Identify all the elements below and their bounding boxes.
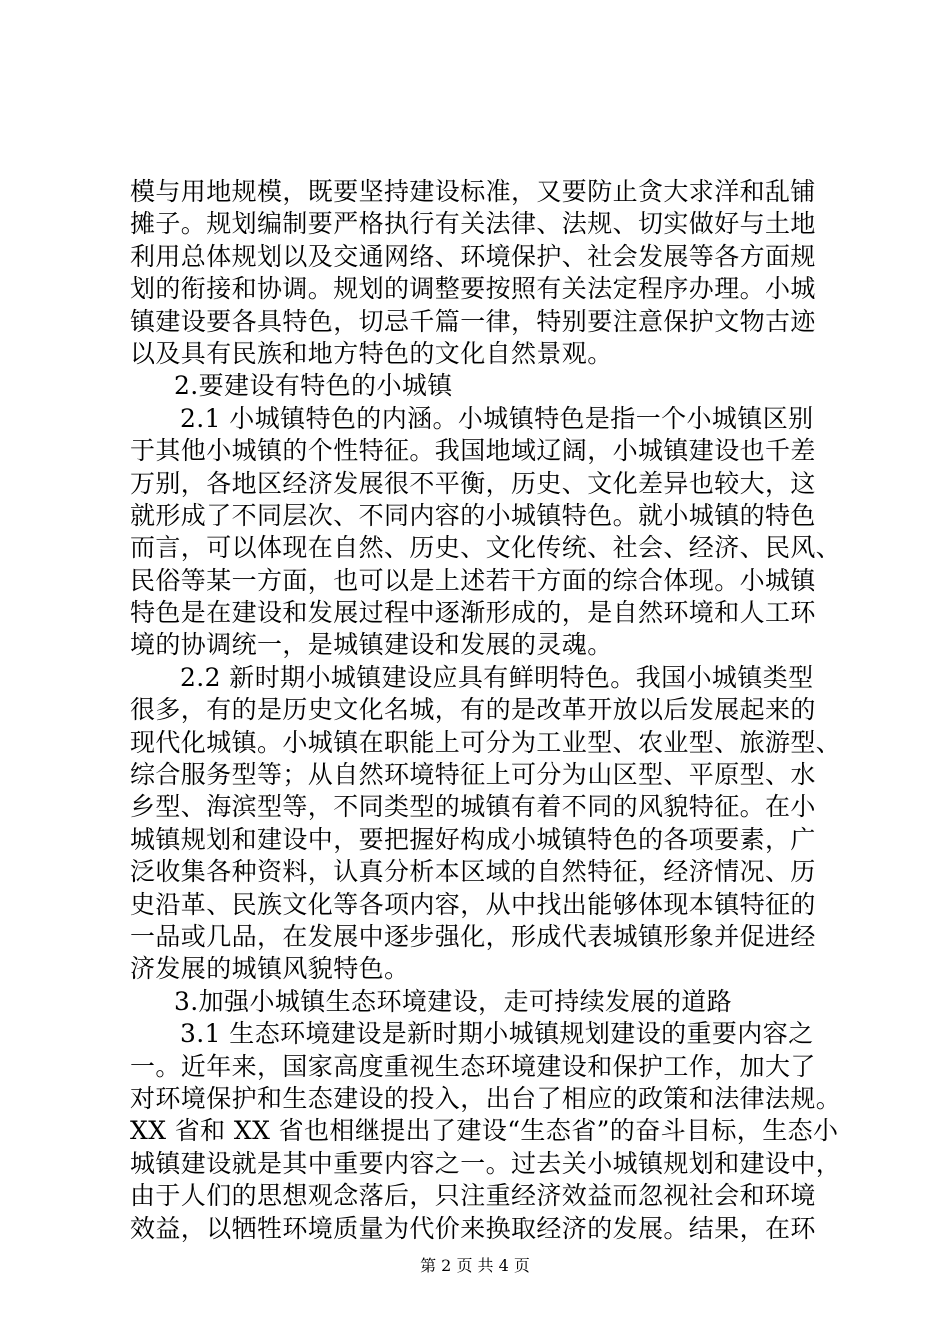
text-line: 综合服务型等；从自然环境特征上可分为山区型、平原型、水	[130, 760, 816, 790]
text-line: 泛收集各种资料，认真分析本区域的自然特征，经济情况、历	[130, 857, 816, 887]
text-line: 很多，有的是历史文化名城，有的是改革开放以后发展起来的	[130, 695, 816, 725]
text-line: XX 省和 XX 省也相继提出了建设“生态省”的奋斗目标，生态小	[130, 1116, 839, 1146]
text-line: 利用总体规划以及交通网络、环境保护、社会发展等各方面规	[130, 241, 816, 271]
text-line: 现代化城镇。小城镇在职能上可分为工业型、农业型、旅游型、	[130, 727, 842, 757]
text-line: 就形成了不同层次、不同内容的小城镇特色。就小城镇的特色	[130, 500, 816, 530]
text-line: 对环境保护和生态建设的投入，出台了相应的政策和法律法规。	[130, 1083, 842, 1113]
text-line: 而言，可以体现在自然、历史、文化传统、社会、经济、民风、	[130, 533, 842, 563]
text-line: 摊子。规划编制要严格执行有关法律、法规、切实做好与土地	[130, 209, 816, 239]
text-line: 镇建设要各具特色，切忌千篇一律，特别要注意保护文物古迹	[130, 306, 816, 336]
text-line: 城镇规划和建设中，要把握好构成小城镇特色的各项要素，广	[130, 824, 816, 854]
text-line: 效益，以牺牲环境质量为代价来换取经济的发展。结果，在环	[130, 1213, 816, 1243]
text-line: 模与用地规模，既要坚持建设标准，又要防止贪大求洋和乱铺	[130, 177, 816, 206]
text-line: 民俗等某一方面，也可以是上述若干方面的综合体现。小城镇	[130, 565, 816, 595]
page-footer: 第 2 页 共 4 页	[420, 1256, 530, 1275]
section-heading: 3.加强小城镇生态环境建设，走可持续发展的道路	[174, 986, 733, 1016]
text-line: 2.2 新时期小城镇建设应具有鲜明特色。我国小城镇类型	[180, 662, 814, 692]
text-line: 一品或几品，在发展中逐步强化，形成代表城镇形象并促进经	[130, 921, 816, 951]
text-line: 济发展的城镇风貌特色。	[130, 954, 410, 984]
body-text	[130, 176, 842, 1245]
section-heading: 2.要建设有特色的小城镇	[174, 371, 453, 401]
text-line: 境的协调统一，是城镇建设和发展的灵魂。	[130, 630, 613, 660]
text-line: 乡型、海滨型等，不同类型的城镇有着不同的风貌特征。在小	[130, 792, 816, 822]
text-line: 一。近年来，国家高度重视生态环境建设和保护工作，加大了	[130, 1051, 816, 1081]
text-line: 3.1 生态环境建设是新时期小城镇规划建设的重要内容之	[180, 1019, 814, 1049]
text-line: 特色是在建设和发展过程中逐渐形成的，是自然环境和人工环	[130, 598, 816, 628]
text-line: 于其他小城镇的个性特征。我国地域辽阔，小城镇建设也千差	[130, 436, 816, 466]
text-line: 以及具有民族和地方特色的文化自然景观。	[130, 338, 613, 368]
text-line: 城镇建设就是其中重要内容之一。过去关小城镇规划和建设中，	[130, 1148, 842, 1178]
text-line: 划的衔接和协调。规划的调整要按照有关法定程序办理。小城	[130, 274, 816, 304]
text-line: 史沿革、民族文化等各项内容，从中找出能够体现本镇特征的	[130, 889, 816, 919]
text-line: 由于人们的思想观念落后，只注重经济效益而忽视社会和环境	[130, 1181, 816, 1211]
text-line: 2.1 小城镇特色的内涵。小城镇特色是指一个小城镇区别	[180, 403, 814, 433]
text-line: 万别，各地区经济发展很不平衡，历史、文化差异也较大，这	[130, 468, 816, 498]
